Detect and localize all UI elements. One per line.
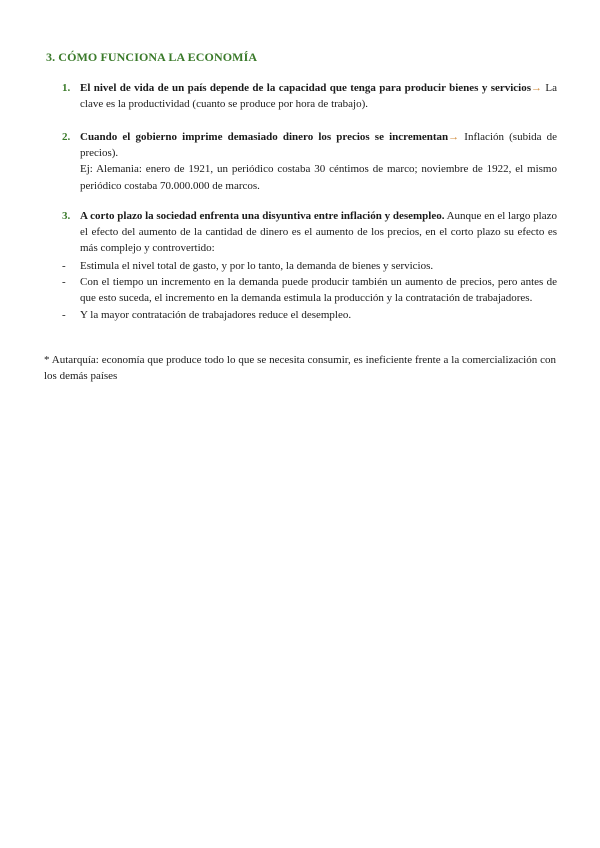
bullet-item <box>62 307 557 323</box>
bullet-text: Y la mayor contratación de trabajadores reduce el desempleo. <box>80 308 352 321</box>
item-text: Aunque en el largo plazo el efecto del aumento de la cantidad de dinero es el aumento de los precios, en el corto plazo su efecto es más complejo y controvertido: <box>80 210 557 255</box>
item-number: 1. <box>62 82 71 94</box>
list-item-2 <box>62 129 557 194</box>
bullet-marker: - <box>62 260 66 272</box>
arrow-icon: → <box>448 131 460 143</box>
list-item-3 <box>62 208 557 257</box>
bullet-item <box>62 258 557 274</box>
item-lead: El nivel de vida de un país depende de la capacidad que tenga para producir bienes y servicios <box>80 82 532 94</box>
footnote: * Autarquía: economía que produce todo lo que se necesita consumir, es ineficiente frente a la comercialización con los demás países <box>44 354 556 383</box>
bullet-marker: - <box>62 276 66 289</box>
arrow-icon: → <box>531 82 543 94</box>
item-lead: A corto plazo la sociedad enfrenta una disyuntiva entre inflación y desempleo. <box>80 210 445 222</box>
item-text: Inflación (subida de precios). <box>80 131 558 160</box>
item-example: Ej: Alemania: enero de 1921, un periódico costaba 30 céntimos de marco; noviembre de 1922, el mismo periódico costaba 70.000.000 de marcos. <box>80 163 557 192</box>
bullet-marker: - <box>62 308 66 321</box>
item-number: 2. <box>62 131 71 143</box>
item-text: La clave es la productividad (cuanto se produce por hora de trabajo). <box>80 82 557 111</box>
list-item-1 <box>62 80 557 112</box>
bullet-item <box>62 274 557 306</box>
item-lead: Cuando el gobierno imprime demasiado dinero los precios se incrementan <box>80 131 449 143</box>
bullet-text: Estimula el nivel total de gasto, y por lo tanto, la demanda de bienes y servicios. <box>80 260 434 272</box>
bullet-list <box>62 258 557 323</box>
bullet-text: Con el tiempo un incremento en la demanda puede producir también un aumento de precios, pero antes de que esto suceda, el incremento en la demanda estimula la producción y la contratación de trabajadores. <box>80 276 557 305</box>
item-number: 3. <box>62 210 71 222</box>
section-heading: 3. CÓMO FUNCIONA LA ECONOMÍA <box>46 50 258 64</box>
